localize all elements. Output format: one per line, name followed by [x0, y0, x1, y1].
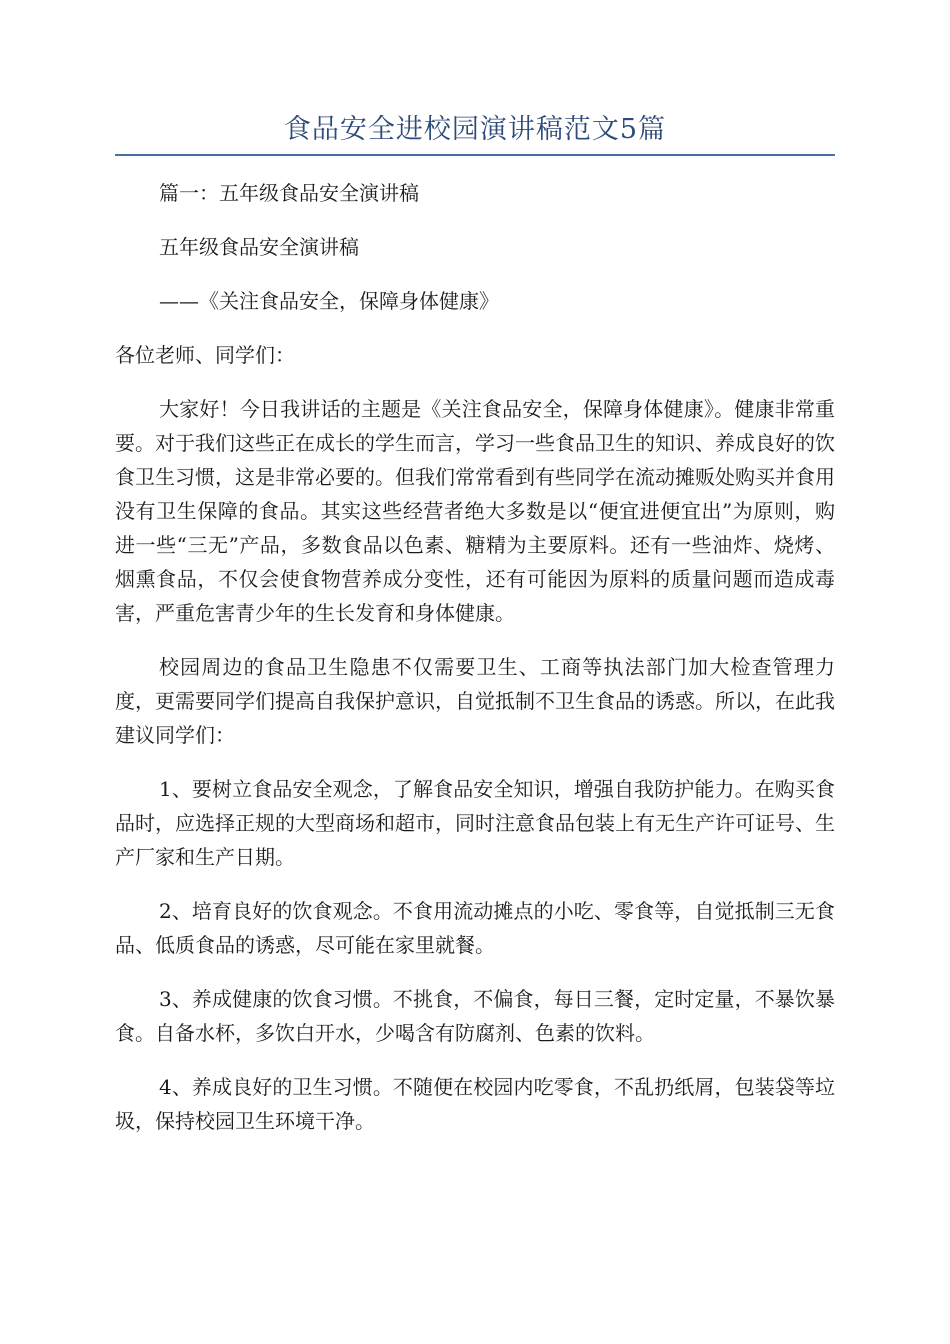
- suggestion-item: 3、养成健康的饮食习惯。不挑食，不偏食，每日三餐，定时定量，不暴饮暴食。自备水杯，多饮白开水，少喝含有防腐剂、色素的饮料。: [115, 987, 835, 1045]
- title-underline: [115, 154, 835, 156]
- salutation: 各位老师、同学们：: [115, 343, 295, 367]
- document-title: 食品安全进校园演讲稿范文5篇: [283, 114, 667, 145]
- body-paragraph: 校园周边的食品卫生隐患不仅需要卫生、工商等执法部门加大检查管理力度，更需要同学们提高自我保护意识，自觉抵制不卫生食品的诱惑。所以，在此我建议同学们：: [115, 655, 835, 747]
- speech-subtitle: ——《关注食品安全，保障身体健康》: [159, 289, 499, 313]
- section-heading: 篇一：五年级食品安全演讲稿: [159, 181, 419, 205]
- suggestion-item: 1、要树立食品安全观念，了解食品安全知识，增强自我防护能力。在购买食品时，应选择正规的大型商场和超市，同时注意食品包装上有无生产许可证号、生产厂家和生产日期。: [115, 777, 835, 869]
- body-paragraph: 大家好！今日我讲话的主题是《关注食品安全，保障身体健康》。健康非常重要。对于我们这些正在成长的学生而言，学习一些食品卫生的知识、养成良好的饮食卫生习惯，这是非常必要的。但我们常常看到有些同学在流动摊贩处购买并食用没有卫生保障的食品。其实这些经营者绝大多数是以“便宜进便宜出”为原则，购进一些“三无”产品，多数食品以色素、糖精为主要原料。还有一些油炸、烧烤、烟熏食品，不仅会使食物营养成分变性，还有可能因为原料的质量问题而造成毒害，严重危害青少年的生长发育和身体健康。: [115, 397, 835, 625]
- speech-title: 五年级食品安全演讲稿: [159, 235, 359, 259]
- document-body: [115, 176, 835, 1158]
- suggestion-item: 4、养成良好的卫生习惯。不随便在校园内吃零食，不乱扔纸屑，包装袋等垃圾，保持校园卫生环境干净。: [115, 1075, 835, 1133]
- suggestion-item: 2、培育良好的饮食观念。不食用流动摊点的小吃、零食等，自觉抵制三无食品、低质食品的诱惑，尽可能在家里就餐。: [115, 899, 835, 957]
